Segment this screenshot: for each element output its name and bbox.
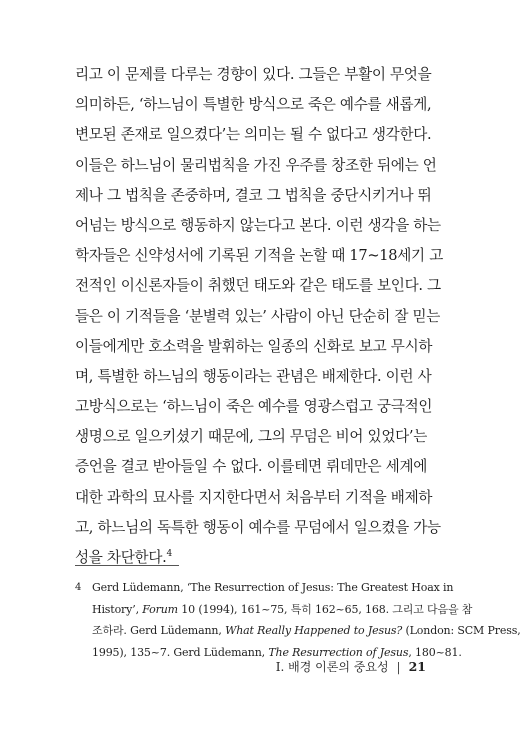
footnote-text — [92, 577, 521, 663]
text-line: 학자들은 신약성서에 기록된 기적을 논할 때 17~18세기 고 — [75, 247, 443, 265]
footnote-text-run: 1995), 135~7. Gerd Lüdemann, — [92, 645, 269, 659]
footnote-line: Gerd Lüdemann, ‘The Resurrection of Jesus: The Greatest Hoax in — [92, 581, 454, 594]
book-title: The Resurrection of Jesus — [268, 645, 409, 659]
text-line: 들은 이 기적들을 ‘분별력 있는’ 사람이 아닌 단순히 잘 믿는 — [75, 307, 441, 325]
text-line: 리고 이 문제를 다루는 경향이 있다. 그들은 부활이 무엇을 — [75, 66, 432, 83]
text-line: 대한 과학의 묘사를 지지한다면서 처음부터 기적을 배제하 — [75, 488, 433, 506]
text-line-last — [75, 543, 427, 573]
text-line: 어넘는 방식으로 행동하지 않는다고 본다. 이런 생각을 하는 — [75, 216, 441, 234]
footnote-number: 4 — [75, 582, 82, 593]
footnote-text-run: (London: SCM Press, — [402, 624, 521, 637]
last-line-text: 성을 차단한다. — [75, 549, 167, 566]
footnote-line — [92, 620, 521, 642]
footnote-text-run: 조하라. Gerd Lüdemann, — [92, 624, 226, 637]
text-line: 며, 특별한 하느님의 행동이라는 관념은 배제한다. 이런 사 — [75, 367, 432, 385]
footnote-text-run: History’, — [92, 602, 143, 616]
footer-separator: | — [396, 660, 401, 674]
text-line: 의미하든, ‘하느님이 특별한 방식으로 죽은 예수를 새롭게, — [75, 96, 432, 114]
footnote-text-run: , 180~81. — [408, 645, 462, 659]
book-title: What Really Happened to Jesus? — [225, 624, 403, 637]
footnote-line — [92, 599, 473, 621]
body-text — [75, 60, 443, 573]
footnote-reference: 4 — [166, 549, 172, 560]
text-line: 전적인 이신론자들이 취했던 태도와 같은 태도를 보인다. 그 — [75, 277, 441, 295]
text-line: 고방식으로는 ‘하느님이 죽은 예수를 영광스럽고 궁극적인 — [75, 398, 433, 416]
text-line: 증언을 결코 받아들일 수 없다. 이를테면 뤼데만은 세계에 — [75, 458, 428, 476]
text-line: 생명으로 일으키셨기 때문에, 그의 무덤은 비어 있었다’는 — [75, 428, 428, 446]
text-line: 이들은 하느님이 물리법칙을 가진 우주를 창조한 뒤에는 언 — [75, 156, 437, 174]
text-line: 고, 하느님의 독특한 행동이 예수를 무덤에서 일으켰을 가능 — [75, 518, 441, 536]
text-line: 변모된 존재로 일으켰다’는 의미는 될 수 없다고 생각한다. — [75, 126, 432, 144]
page-number: 21 — [408, 659, 426, 674]
footnote-text-run: 10 (1994), 161~75, 특히 162~65, 168. 그리고 다음을 참 — [177, 602, 473, 616]
text-line: 이들에게만 호소력을 발휘하는 일종의 신화로 보고 무시하 — [75, 337, 433, 355]
journal-title: Forum — [142, 602, 178, 616]
chapter-title: I. 배경 이론의 중요성 — [275, 660, 389, 674]
footnote-divider — [75, 565, 179, 566]
footnote — [75, 577, 521, 663]
running-footer — [276, 658, 426, 675]
text-line: 제나 그 법칙을 존중하며, 결코 그 법칙을 중단시키거나 뛰 — [75, 186, 432, 204]
